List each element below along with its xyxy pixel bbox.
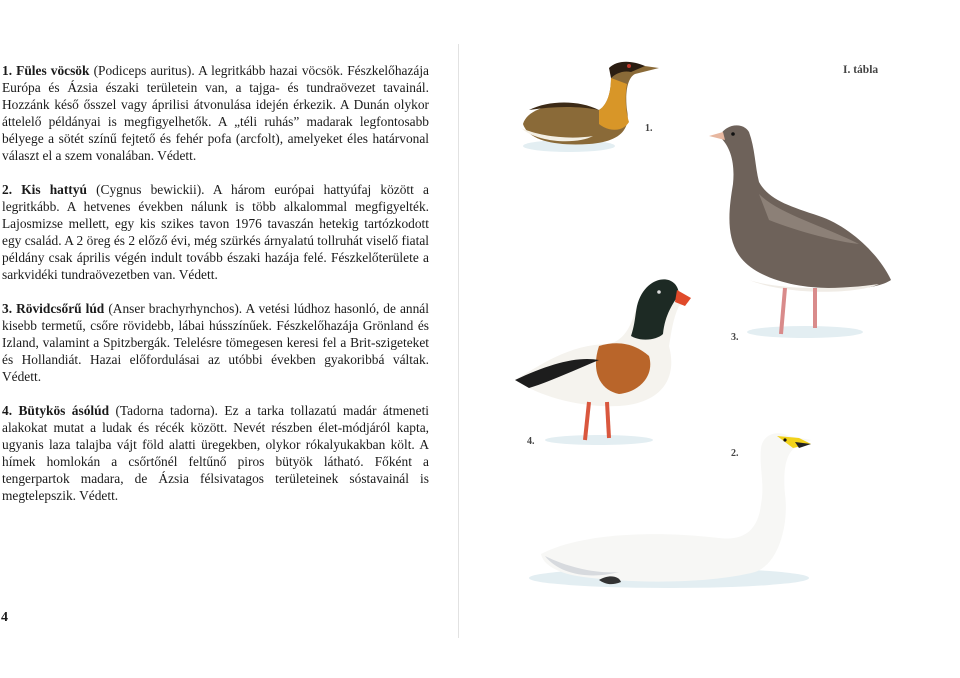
entry-4-latin: (Tadorna tadorna). bbox=[115, 403, 218, 418]
entry-4 bbox=[2, 402, 429, 504]
goose-illustration-icon bbox=[709, 125, 891, 338]
shelduck-illustration-icon bbox=[515, 279, 691, 445]
entry-3-latin: (Anser brachyrhynchos). bbox=[108, 301, 243, 316]
entry-3-number: 3. bbox=[2, 301, 13, 316]
entry-1-number: 1. bbox=[2, 63, 13, 78]
entry-2 bbox=[2, 181, 429, 283]
entry-2-number: 2. bbox=[2, 182, 13, 197]
entry-2-name: Kis hattyú bbox=[21, 182, 87, 197]
species-descriptions bbox=[2, 62, 429, 521]
entry-2-text: A három európai hattyúfaj között a legritkább. A hetvenes években nálunk is több alkalommal megfigyelték. Lajosmizse mellett, egy kis szikes tavon 1976 tavaszán hetekig tartózkodott egy család. A 2 öreg és 2 előző évi, még szürkés árnyalatú tollruhát viselő fiatal példány csak április végén indult tovább északi hazája felé. Fészkelőterülete a sarkvidéki tundraövezetben van. Védett. bbox=[2, 182, 429, 282]
entry-3-name: Rövidcsőrű lúd bbox=[16, 301, 105, 316]
entry-4-name: Bütykös ásólúd bbox=[18, 403, 110, 418]
entry-3-text: A vetési lúdhoz hasonló, de annál kisebb termetű, csőre rövidebb, lábai hússzínűek. Fészkelőhazája Grönland és Izland, valamint a Spitzbergák. Telelésre tömegesen keresi fel a Brit-szigeteket és Hollandiát. Hazai előfordulásai az utóbbi években gyakoribbá váltak. Védett. bbox=[2, 301, 429, 384]
figure-number-1: 1. bbox=[645, 123, 653, 134]
page-number: 4 bbox=[1, 610, 8, 625]
entry-1-text: A legritkább hazai vöcsök. Fészkelőhazája Európa és Ázsia északi területein van, a tajga- és tundraövezet tavainál. Hozzánk késő ősszel vagy áprilisi átvonulása idején érkezik. A Dunán olykor áttelelő példányai is megfigyelhetők. A „téli ruhás” madarak legfontosabb bélyege a sötét színű fejtető és fehér pofa (arcfolt), amelyeket éles határvonal választ el a szem vonalában. Védett. bbox=[2, 63, 430, 163]
plate-title: I. tábla bbox=[843, 64, 879, 76]
figure-number-2: 2. bbox=[731, 448, 739, 459]
figure-number-4: 4. bbox=[527, 436, 535, 447]
entry-4-text: Ez a tarka tollazatú madár átmeneti alakokat mutat a ludak és récék között. Nevét részben élet-módjáról kapta, ugyanis laza talajba vájt föld alatti üregekben, olykor rókalyukakban költ. A hímek homlokán a csőrtőnél feltűnő piros bütyök látható. Főként a tengerpartok madara, de Ázsia félsivatagos területeinek sóstavainál is megtelepszik. Védett. bbox=[2, 403, 430, 503]
entry-3 bbox=[2, 300, 429, 385]
birds-illustration bbox=[459, 44, 960, 638]
grebe-illustration-icon bbox=[521, 62, 659, 152]
entry-1-name: Füles vöcsök bbox=[16, 63, 90, 78]
figure-number-3: 3. bbox=[731, 332, 739, 343]
entry-1 bbox=[2, 62, 429, 164]
text-page bbox=[0, 0, 458, 678]
entry-2-latin: (Cygnus bewickii). bbox=[96, 182, 205, 197]
swan-illustration-icon bbox=[529, 433, 811, 588]
entry-1-latin: (Podiceps auritus). bbox=[93, 63, 195, 78]
entry-4-number: 4. bbox=[2, 403, 13, 418]
